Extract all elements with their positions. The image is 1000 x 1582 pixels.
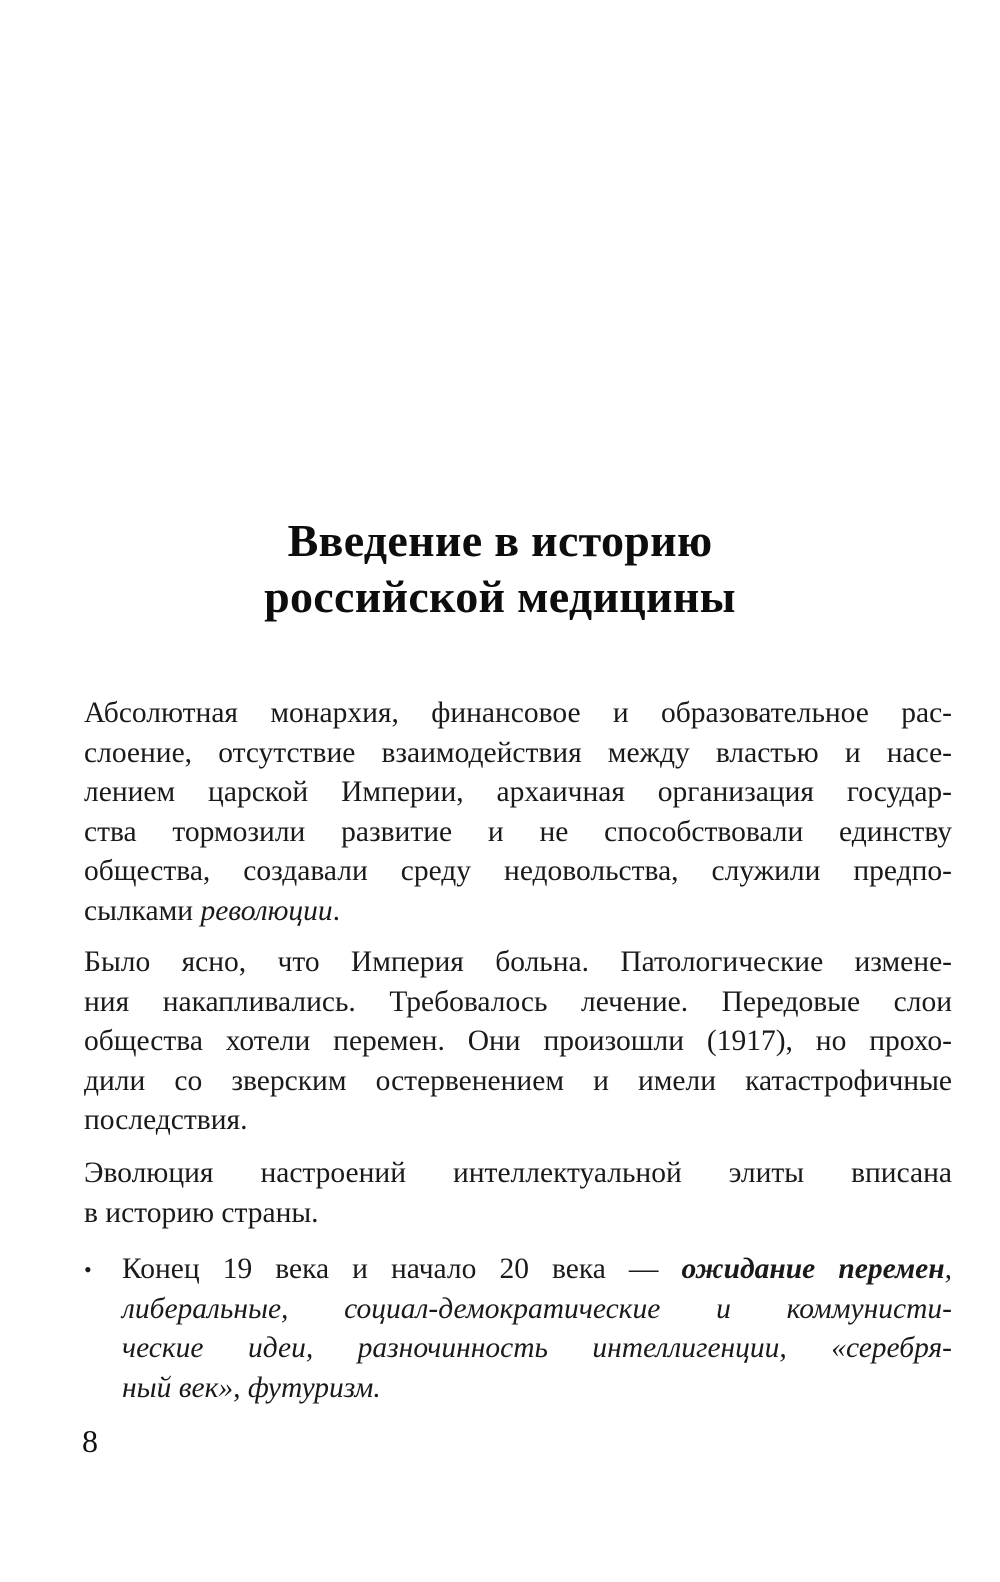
chapter-title-line-1: Введение в историю xyxy=(287,514,713,566)
text-line: общества хотели перемен. Они произошли (1917), но прохо- xyxy=(84,1025,952,1057)
paragraph-3 xyxy=(84,1154,952,1233)
text-line: дили со зверским остервенением и имели катастрофичные xyxy=(84,1064,952,1097)
text-line: Было ясно, что Империя больна. Патологические измене- xyxy=(84,946,952,978)
chapter-title-line-2: российской медицины xyxy=(264,570,736,622)
chapter-title xyxy=(0,513,1000,625)
text-line: либеральные, социал-демократические и коммунисти- xyxy=(122,1292,952,1325)
text-line xyxy=(122,1250,952,1290)
text-line: ный век», футуризм. xyxy=(122,1371,381,1404)
text-fragment: , xyxy=(944,1253,953,1285)
text-line: ния накапливались. Требовалось лечение. Передовые слои xyxy=(84,985,952,1018)
text-line: Абсолютная монархия, финансовое и образовательное рас- xyxy=(84,697,952,729)
italic-emphasis: революции xyxy=(200,894,333,927)
text-line: в историю страны. xyxy=(84,1196,319,1229)
page-number: 8 xyxy=(82,1423,98,1459)
text-line: лением царской Империи, архаичная организация государ- xyxy=(84,776,952,808)
text-line: слоение, отсутствие взаимодействия между властью и насе- xyxy=(84,736,952,769)
bullet-text xyxy=(122,1250,952,1408)
text-line: общества, создавали среду недовольства, служили предпо- xyxy=(84,855,952,887)
text-line: Эволюция настроений интеллектуальной элиты вписана xyxy=(84,1157,952,1189)
text-fragment: сылками xyxy=(84,894,201,927)
bullet-icon: • xyxy=(84,1257,92,1282)
text-line: ства тормозили развитие и не способствовали единству xyxy=(84,815,952,848)
text-line xyxy=(84,892,952,932)
text-fragment: Конец 19 века и начало 20 века — xyxy=(122,1253,682,1285)
text-line: последствия. xyxy=(84,1104,248,1136)
bold-italic-emphasis: ожидание перемен xyxy=(681,1253,945,1285)
text-line: ческие идеи, разночинность интеллигенции, «серебря- xyxy=(122,1332,952,1364)
text-fragment: . xyxy=(332,894,341,927)
paragraph-2 xyxy=(84,943,952,1141)
paragraph-1 xyxy=(84,694,952,931)
